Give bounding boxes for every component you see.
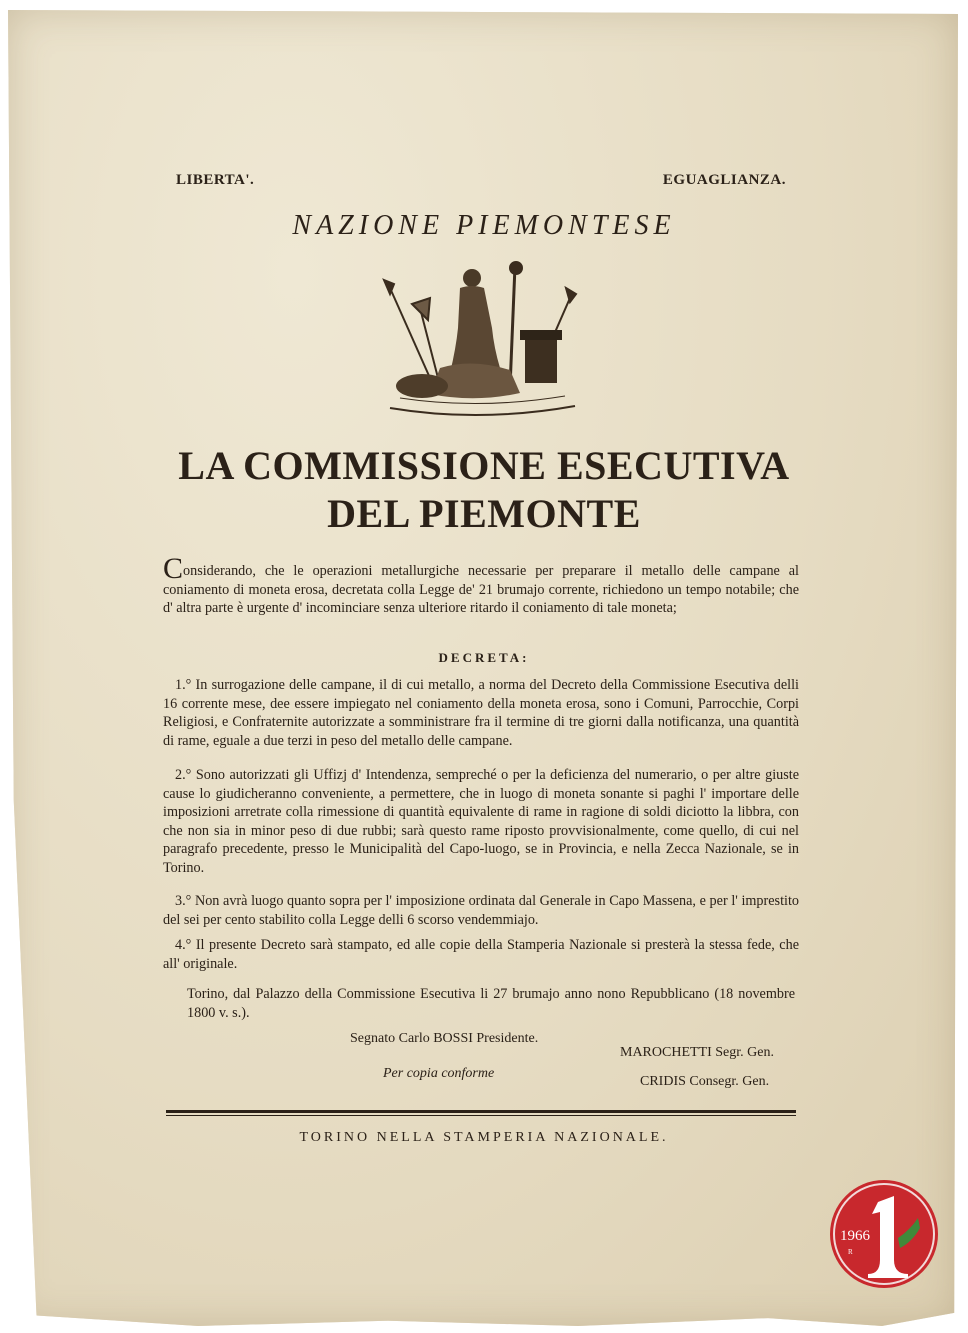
copy-conform-note: Per copia conforme bbox=[383, 1066, 495, 1081]
dateline: Torino, dal Palazzo della Commissione Esecutiva li 27 brumajo anno nono Repubblicano (18 novembre 1800 v. s.). bbox=[187, 986, 795, 1021]
divider-rule-thin bbox=[166, 1115, 796, 1116]
signature-secretary: MAROCHETTI Segr. Gen. bbox=[620, 1045, 774, 1060]
preamble-initial: C bbox=[163, 552, 184, 585]
article-4: 4.° Il presente Decreto sarà stampato, ed alle copie della Stamperia Nazionale si presterà la stessa fede, che all' originale. bbox=[163, 937, 799, 972]
motto-eguaglianza: EGUAGLIANZA. bbox=[662, 172, 786, 188]
article-1: 1.° In surrogazione delle campane, il di cui metallo, a norma del Decreto della Commissione Esecutiva delli 16 corrente mese, dee essere impiegato nel coniamento della moneta erosa, sono i Comuni, Parrocchie, Corpi Religiosi, e Confraternite autorizzate a somministrare fra il termine di tre giorni dalla notificanza, una quantità di rame, eguale a due terzi in peso del metallo delle campane. bbox=[163, 677, 799, 749]
signature-president: Segnato Carlo BOSSI Presidente. bbox=[350, 1031, 539, 1046]
allegorical-emblem-icon bbox=[360, 258, 600, 418]
nation-heading: NAZIONE PIEMONTESE bbox=[292, 210, 676, 241]
article-3: 3.° Non avrà luogo quanto sopra per l' imposizione ordinata dal Generale in Capo Massena, e per l' imprestito del sei per cento stabilito colla Legge delli 6 scorso vendemmiajo. bbox=[163, 893, 799, 928]
motto-liberta: LIBERTA'. bbox=[176, 172, 255, 188]
preamble-text: onsiderando, che le operazioni metallurgiche necessarie per preparare il metallo delle campane al coniamento di moneta erosa, decretata colla Legge de' 21 brumajo corrente, richiedono un tempo notabile; che d' altra parte è urgente d' incominciare senza ulteriore ritardo il coniamento di tale moneta; bbox=[163, 563, 799, 617]
collection-logo-icon bbox=[828, 1178, 940, 1290]
document-sheet bbox=[8, 10, 958, 1326]
decreta-heading: DECRETA: bbox=[438, 650, 530, 665]
printer-imprint: TORINO NELLA STAMPERIA NAZIONALE. bbox=[299, 1130, 669, 1145]
logo-year: 1966 bbox=[840, 1228, 870, 1244]
logo-small-letter: R bbox=[848, 1248, 853, 1256]
signature-vice-secretary: CRIDIS Consegr. Gen. bbox=[640, 1074, 770, 1089]
divider-rule-thick bbox=[166, 1110, 796, 1113]
preamble-paragraph bbox=[163, 552, 799, 618]
title-line-1: LA COMMISSIONE ESECUTIVA bbox=[178, 443, 790, 488]
article-2: 2.° Sono autorizzati gli Uffizj d' Intendenza, sempreché o per la deficienza del numerario, o per altre giuste cause lo giudicheranno conveniente, a permettere, che in luogo di moneta sonante si paghi l' importare delle imposizioni arretrate colla rimessione di quantità equivalente di rame in ragione di soldi diciotto la libbra, con che non sia in minor peso di due rubbi; sarà questo rame riposto provvisionalmente, come quello, di cui nel paragrafo precedente, presso le Municipalità del Capo-luogo, se in Provincia, e nella Zecca Nazionale, se in Torino. bbox=[163, 767, 799, 876]
title-line-2: DEL PIEMONTE bbox=[327, 491, 641, 536]
